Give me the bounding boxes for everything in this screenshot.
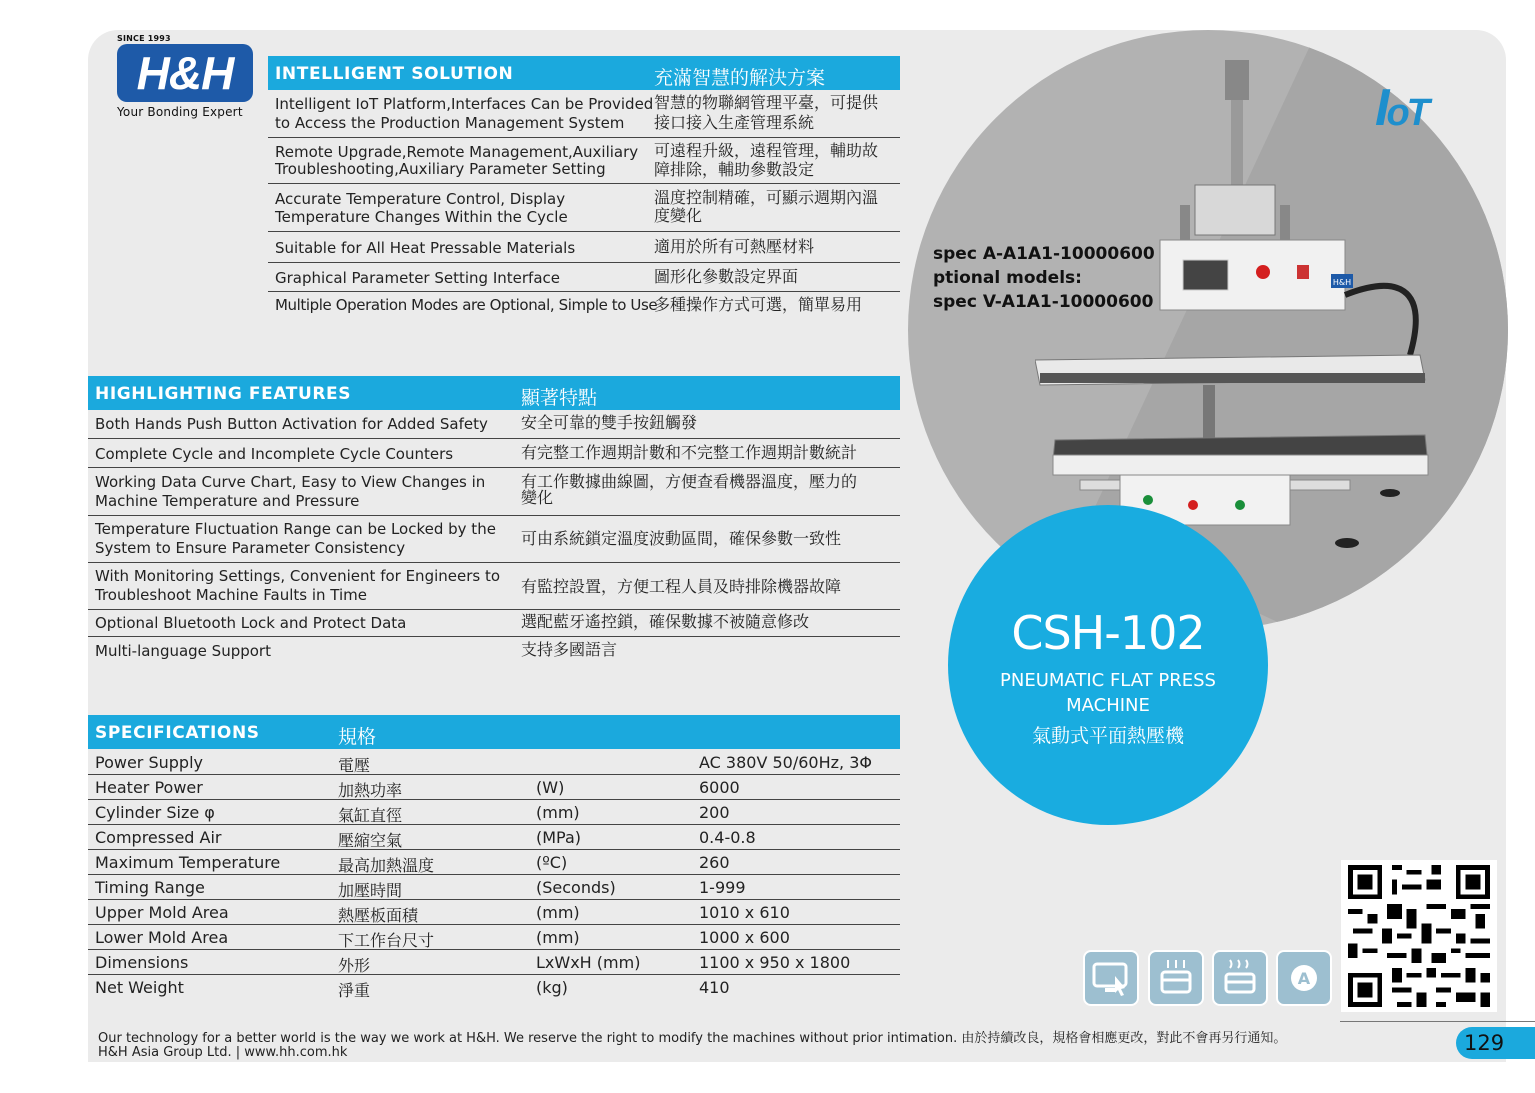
spec-label-zh: 最高加熱溫度 bbox=[338, 856, 435, 875]
intelligent-row bbox=[268, 185, 900, 232]
spec-value: 260 bbox=[699, 853, 730, 872]
row-zh-1: 可遠程升級，遠程管理，輔助故 bbox=[654, 141, 879, 160]
spec-label-zh: 外形 bbox=[338, 956, 371, 975]
row-en-1: Accurate Temperature Control, Display bbox=[275, 190, 566, 208]
spec-row bbox=[88, 925, 900, 950]
spec-value: 410 bbox=[699, 978, 730, 997]
spec-label-en: Heater Power bbox=[95, 778, 203, 797]
model-circle bbox=[948, 505, 1268, 825]
row-en-1: With Monitoring Settings, Convenient for Engineers to bbox=[95, 567, 501, 585]
row-zh-2: 障排除，輔助參數設定 bbox=[654, 160, 815, 179]
spec-row bbox=[88, 825, 900, 850]
spec-label-zh: 熱壓板面積 bbox=[338, 906, 419, 925]
highlights-title-en: HIGHLIGHTING FEATURES bbox=[95, 384, 352, 404]
row-zh-1: 支持多國語言 bbox=[521, 640, 618, 659]
footer-divider bbox=[1340, 1021, 1535, 1022]
intelligent-row bbox=[268, 293, 900, 321]
row-zh-1: 溫度控制精確，可顯示週期內溫 bbox=[654, 188, 879, 207]
row-en-1: Temperature Fluctuation Range can be Locked by the bbox=[95, 520, 496, 538]
spec-unit: (Seconds) bbox=[536, 878, 616, 897]
intelligent-row bbox=[268, 92, 900, 138]
spec-row bbox=[88, 875, 900, 900]
brand-logo: H&H bbox=[117, 44, 253, 102]
row-zh-1: 有完整工作週期計數和不完整工作週期計數統計 bbox=[521, 443, 858, 462]
row-en-2: Machine Temperature and Pressure bbox=[95, 492, 360, 510]
spec-unit: (MPa) bbox=[536, 828, 582, 847]
row-zh-2: 接口接入生產管理系統 bbox=[654, 113, 815, 132]
row-zh-1: 智慧的物聯網管理平臺，可提供 bbox=[654, 93, 879, 112]
touchscreen-icon bbox=[1083, 950, 1139, 1006]
specs-title-zh: 規格 bbox=[338, 726, 377, 748]
logo-tagline: Your Bonding Expert bbox=[117, 105, 243, 119]
row-en-1: Optional Bluetooth Lock and Protect Data bbox=[95, 614, 407, 632]
highlight-row bbox=[88, 469, 900, 516]
spec-row bbox=[88, 800, 900, 825]
qr-code[interactable] bbox=[1341, 860, 1497, 1012]
row-en-2: Troubleshoot Machine Faults in Time bbox=[95, 586, 368, 604]
spec-label-en: Power Supply bbox=[95, 753, 203, 772]
spec-row bbox=[88, 750, 900, 775]
spec-value: 1-999 bbox=[699, 878, 746, 897]
highlight-row bbox=[88, 611, 900, 637]
heat-plate-wave-icon bbox=[1212, 950, 1268, 1006]
spec-label-zh: 壓縮空氣 bbox=[338, 831, 403, 850]
spec-label-en: Compressed Air bbox=[95, 828, 222, 847]
spec-value: 0.4-0.8 bbox=[699, 828, 756, 847]
row-zh-1: 圖形化參數設定界面 bbox=[654, 267, 799, 286]
highlights-header bbox=[88, 376, 900, 410]
auto-mode-letter: A bbox=[1297, 969, 1311, 988]
specs-header bbox=[88, 715, 900, 749]
spec-unit: (mm) bbox=[536, 803, 580, 822]
row-en-2: System to Ensure Parameter Consistency bbox=[95, 539, 406, 557]
spec-note-line: ptional models: bbox=[933, 268, 1082, 288]
intelligent-row bbox=[268, 139, 900, 184]
spec-row bbox=[88, 950, 900, 975]
spec-row bbox=[88, 850, 900, 875]
spec-unit: (mm) bbox=[536, 903, 580, 922]
row-en-1: Graphical Parameter Setting Interface bbox=[275, 269, 560, 287]
spec-label-zh: 氣缸直徑 bbox=[338, 806, 403, 825]
spec-unit: (ºC) bbox=[536, 853, 568, 872]
intelligent-header bbox=[268, 56, 900, 90]
spec-value: 200 bbox=[699, 803, 730, 822]
model-number: CSH-102 bbox=[1011, 606, 1205, 660]
highlights-title-zh: 顯著特點 bbox=[521, 387, 598, 409]
intelligent-title-en: INTELLIGENT SOLUTION bbox=[275, 64, 514, 84]
row-en-1: Intelligent IoT Platform,Interfaces Can be Provided bbox=[275, 95, 654, 113]
spec-label-zh: 電壓 bbox=[338, 756, 371, 775]
spec-row bbox=[88, 775, 900, 800]
page-number: 129 bbox=[1456, 1027, 1535, 1059]
machine-badge: H&H bbox=[1332, 278, 1352, 287]
highlight-row bbox=[88, 564, 900, 610]
row-en-1: Working Data Curve Chart, Easy to View Changes in bbox=[95, 473, 486, 491]
spec-label-zh: 下工作台尺寸 bbox=[338, 931, 435, 950]
logo-since: SINCE 1993 bbox=[117, 34, 171, 43]
intelligent-title-zh: 充滿智慧的解決方案 bbox=[654, 67, 826, 89]
spec-label-en: Cylinder Size φ bbox=[95, 803, 215, 822]
row-zh-1: 安全可靠的雙手按鈕觸發 bbox=[521, 413, 698, 432]
row-zh-1: 選配藍牙遙控鎖，確保數據不被隨意修改 bbox=[521, 612, 810, 631]
row-zh-2: 變化 bbox=[521, 488, 554, 507]
row-zh-1: 適用於所有可熱壓材料 bbox=[654, 237, 815, 256]
highlight-row bbox=[88, 638, 900, 666]
spec-row bbox=[88, 900, 900, 925]
footer-company: H&H Asia Group Ltd. | www.hh.com.hk bbox=[98, 1045, 348, 1060]
spec-label-en: Dimensions bbox=[95, 953, 189, 972]
model-desc-line: MACHINE bbox=[1066, 695, 1150, 716]
intelligent-row bbox=[268, 233, 900, 263]
model-description bbox=[978, 668, 1238, 718]
auto-mode-icon bbox=[1276, 950, 1332, 1006]
spec-note-line: spec A-A1A1-10000600 bbox=[933, 244, 1155, 264]
row-zh-1: 有工作數據曲線圖，方便查看機器溫度，壓力的 bbox=[521, 472, 858, 491]
iot-logo: IoT bbox=[1375, 79, 1427, 137]
row-en-2: Temperature Changes Within the Cycle bbox=[275, 208, 568, 226]
spec-label-en: Upper Mold Area bbox=[95, 903, 229, 922]
spec-value: 1010 x 610 bbox=[699, 903, 790, 922]
spec-unit: (W) bbox=[536, 778, 565, 797]
spec-unit: (mm) bbox=[536, 928, 580, 947]
spec-label-zh: 淨重 bbox=[338, 981, 371, 1000]
spec-unit: (kg) bbox=[536, 978, 568, 997]
specs-title-en: SPECIFICATIONS bbox=[95, 723, 260, 743]
row-en-1: Complete Cycle and Incomplete Cycle Counters bbox=[95, 445, 454, 463]
row-en-1: Remote Upgrade,Remote Management,Auxiliary bbox=[275, 143, 639, 161]
row-zh-1: 有監控設置，方便工程人員及時排除機器故障 bbox=[521, 577, 842, 596]
spec-label-en: Maximum Temperature bbox=[95, 853, 281, 872]
row-en-2: to Access the Production Management System bbox=[275, 114, 625, 132]
spec-label-zh: 加熱功率 bbox=[338, 781, 403, 800]
row-en-1: Both Hands Push Button Activation for Added Safety bbox=[95, 415, 488, 433]
row-zh-1: 多種操作方式可選，簡單易用 bbox=[654, 295, 863, 314]
model-desc-line: PNEUMATIC FLAT PRESS bbox=[1000, 670, 1216, 691]
row-zh-2: 度變化 bbox=[654, 206, 703, 225]
heat-plate-icon bbox=[1148, 950, 1204, 1006]
spec-value: 6000 bbox=[699, 778, 740, 797]
spec-note-line: spec V-A1A1-10000600 bbox=[933, 292, 1154, 312]
row-en-2: Troubleshooting,Auxiliary Parameter Setting bbox=[275, 160, 606, 178]
row-en-1: Suitable for All Heat Pressable Materials bbox=[275, 239, 576, 257]
spec-label-en: Timing Range bbox=[95, 878, 205, 897]
row-en-1: Multi-language Support bbox=[95, 642, 271, 660]
model-description-zh: 氣動式平面熱壓機 bbox=[1031, 725, 1184, 747]
spec-label-en: Net Weight bbox=[95, 978, 184, 997]
row-zh-1: 可由系統鎖定溫度波動區間，確保參數一致性 bbox=[521, 529, 842, 548]
row-en-1: Multiple Operation Modes are Optional, Simple to Use bbox=[275, 296, 658, 314]
spec-value: 1100 x 950 x 1800 bbox=[699, 953, 851, 972]
highlight-row bbox=[88, 517, 900, 563]
footer-disclaimer: Our technology for a better world is the way we work at H&H. We reserve the right to modify the machines without prior intimation. 由於持續改良，規格會相應更改，對此不會再另行通知。 bbox=[98, 1031, 1287, 1046]
intelligent-row bbox=[268, 264, 900, 292]
highlight-row bbox=[88, 411, 900, 439]
spec-row bbox=[88, 975, 900, 1000]
highlight-row bbox=[88, 440, 900, 468]
press-machine-image bbox=[1035, 55, 1435, 555]
spec-unit: LxWxH (mm) bbox=[536, 953, 641, 972]
spec-value: AC 380V 50/60Hz, 3Φ bbox=[699, 753, 872, 772]
spec-value: 1000 x 600 bbox=[699, 928, 790, 947]
spec-label-zh: 加壓時間 bbox=[338, 881, 403, 900]
spec-label-en: Lower Mold Area bbox=[95, 928, 229, 947]
